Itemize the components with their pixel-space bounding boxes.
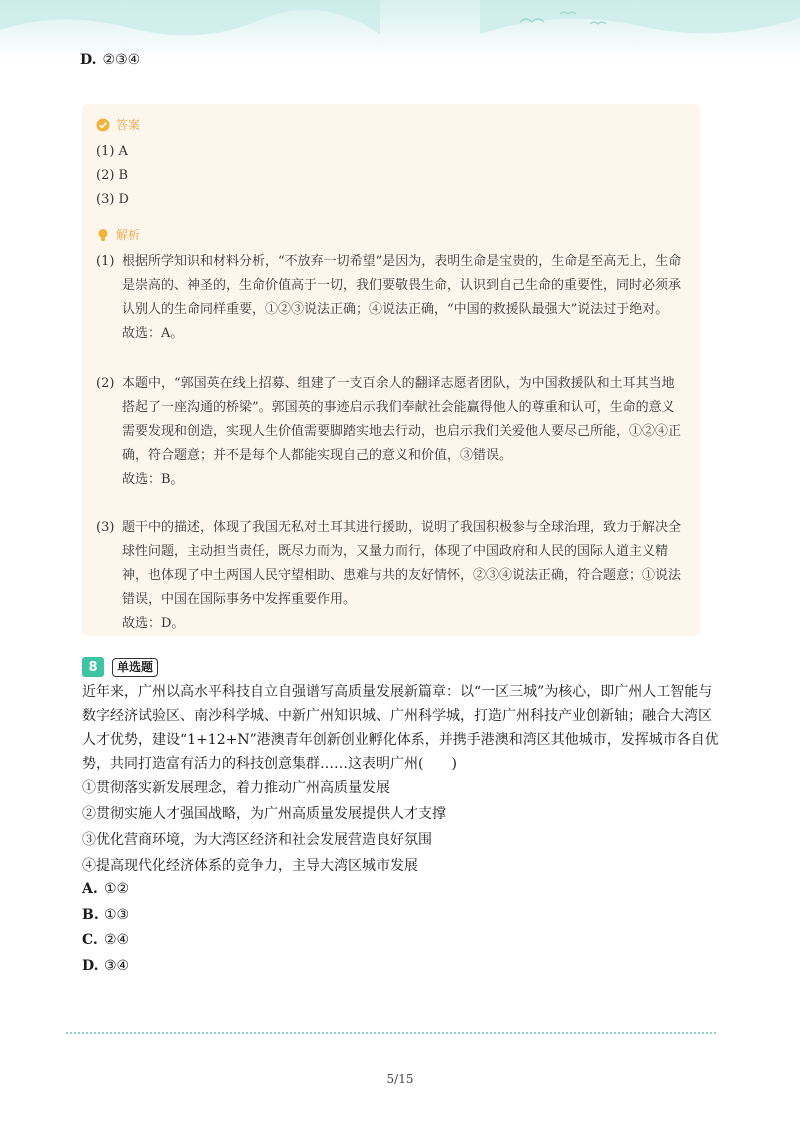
explanation-text: 题干中的描述，体现了我国无私对土耳其进行援助，说明了我国积极参与全球治理，致力于解决全球性问题，主动担当责任，既尽力而为，又量力而行，体现了中国政府和人民的国际人道主义精神，也体现了中土两国人民守望相助、患难与共的友好情怀，②③④说法正确，符合题意；①说法错误，中国在国际事务中发挥重要作用。 xyxy=(122,520,682,607)
explanation-item-1 xyxy=(96,250,686,346)
answer-panel xyxy=(82,104,700,636)
option-c[interactable] xyxy=(82,928,129,954)
explanation-conclusion: 故选：B。 xyxy=(122,472,184,487)
page-number: 5/15 xyxy=(386,1072,414,1086)
question-header xyxy=(82,657,158,677)
answer-1: (1) A xyxy=(96,144,128,159)
question-number-badge: 8 xyxy=(82,657,104,677)
explanation-number: (1) xyxy=(96,254,115,269)
explanation-text: 根据所学知识和材料分析，“不放弃一切希望”是因为，表明生命是宝贵的，生命是至高无上，生命是崇高的、神圣的，生命价值高于一切，我们要敬畏生命，认识到自己生命的重要性，同时必须承认别人的生命同样重要，①②③说法正确；④说法正确，“中国的救援队最强大”说法过于绝对。 xyxy=(122,254,682,317)
footer-divider xyxy=(66,1032,716,1034)
statement-item: ③优化营商环境，为大湾区经济和社会发展营造良好氛围 xyxy=(82,832,432,848)
explanation-text: 本题中，“郭国英在线上招募、组建了一支百余人的翻译志愿者团队，为中国救援队和土耳其当地搭起了一座沟通的桥梁”。郭国英的事迹启示我们奉献社会能赢得他人的尊重和认可，生命的意义需要发现和创造，实现人生价值需要脚踏实地去行动，也启示我们关爱他人要尽己所能，①②④正确，符合题意；并不是每个人都能实现自己的意义和价值，③错误。 xyxy=(122,376,682,463)
option-text: ②③④ xyxy=(102,52,141,68)
option-letter: D. xyxy=(80,52,97,68)
explanation-item-3 xyxy=(96,516,686,636)
option-a[interactable] xyxy=(82,877,129,903)
question-stem: 近年来，广州以高水平科技自立自强谱写高质量发展新篇章：以“一区三城”为核心，即广州人工智能与数字经济试验区、南沙科学城、中新广州知识城、广州科学城，打造广州科技产业创新轴；融合大湾区人才优势，建设“1+12+N”港澳青年创新创业孵化体系，并携手港澳和湾区其他城市，发挥城市各自优势，共同打造富有活力的科技创意集群……这表明广州( ) xyxy=(82,684,719,772)
statement-item: ②贯彻实施人才强国战略，为广州高质量发展提供人才支撑 xyxy=(82,806,446,822)
option-b[interactable] xyxy=(82,903,129,929)
answer-3: (3) D xyxy=(96,192,129,207)
option-letter: A. xyxy=(82,881,98,897)
explanation-conclusion: 故选：A。 xyxy=(122,326,184,341)
option-letter: C. xyxy=(82,932,98,948)
lightbulb-icon xyxy=(96,228,110,242)
option-d[interactable] xyxy=(82,954,129,980)
answer-2: (2) B xyxy=(96,168,129,183)
check-badge-icon xyxy=(96,118,110,132)
explanation-item-2 xyxy=(96,372,686,492)
option-text: ①③ xyxy=(104,906,130,923)
prev-question-option-d xyxy=(80,52,140,68)
option-list xyxy=(82,877,129,979)
explanation-label xyxy=(96,226,140,243)
option-letter: B. xyxy=(82,906,99,923)
answer-label-text: 答案 xyxy=(116,118,141,132)
explanation-number: (3) xyxy=(96,520,115,535)
header-decoration xyxy=(0,0,800,60)
answer-label xyxy=(96,116,140,133)
option-text: ②④ xyxy=(104,932,130,948)
option-text: ①② xyxy=(104,881,130,897)
statement-item: ④提高现代化经济体系的竞争力，主导大湾区城市发展 xyxy=(82,858,418,874)
explanation-label-text: 解析 xyxy=(116,228,141,242)
statement-item: ①贯彻落实新发展理念，着力推动广州高质量发展 xyxy=(82,780,390,796)
question-type-tag: 单选题 xyxy=(112,658,158,677)
statement-list xyxy=(82,775,446,879)
explanation-number: (2) xyxy=(96,376,115,391)
option-letter: D. xyxy=(82,957,99,974)
option-text: ③④ xyxy=(104,957,130,974)
explanation-conclusion: 故选：D。 xyxy=(122,616,185,631)
